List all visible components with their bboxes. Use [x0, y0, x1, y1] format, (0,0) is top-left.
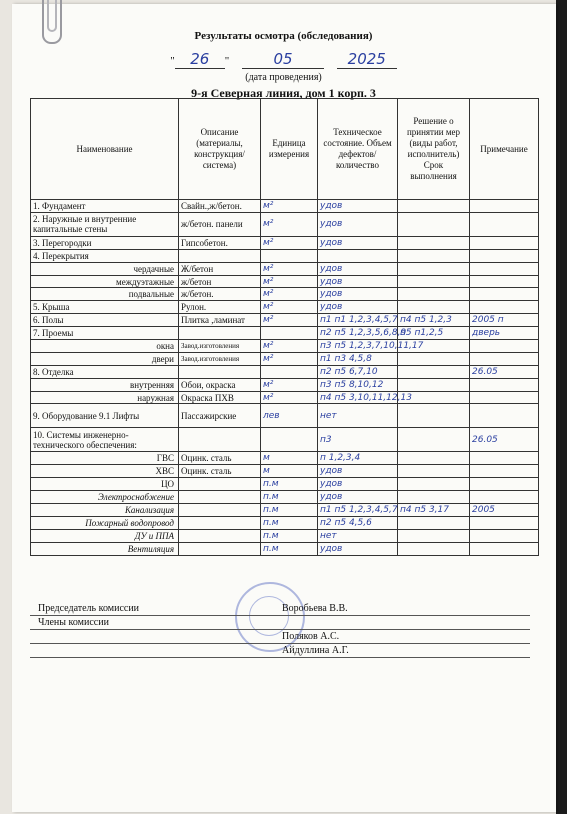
cell-decision — [398, 542, 470, 555]
table-row — [31, 465, 539, 478]
cell-name: Вентиляция — [31, 542, 179, 555]
cell-state: удов — [318, 262, 398, 275]
cell-name: двери — [31, 352, 179, 365]
document-title: Результаты осмотра (обследования) — [194, 30, 373, 42]
building-address: 9-я Северная линия, дом 1 корп. 3 — [191, 86, 376, 100]
table-row — [31, 516, 539, 529]
signature-line — [30, 643, 530, 644]
cell-desc: Рулон. — [179, 301, 261, 314]
cell-unit: м² — [261, 200, 318, 213]
table-row — [31, 249, 539, 262]
cell-name: Канализация — [31, 504, 179, 517]
cell-unit: м² — [261, 352, 318, 365]
cell-unit: п.м — [261, 491, 318, 504]
cell-decision: п4 п5 3,17 — [398, 504, 470, 517]
cell-decision: п5 п1,2,5 — [398, 327, 470, 340]
cell-note — [470, 491, 539, 504]
col-header-decision: Решение о принятии мер (виды работ, исполнитель) Срок выполнения — [398, 99, 470, 200]
cell-note — [470, 529, 539, 542]
cell-note — [470, 542, 539, 555]
cell-state: п1 п1 1,2,3,4,5,7 — [318, 314, 398, 327]
cell-unit: м² — [261, 275, 318, 288]
cell-desc: ж/бетон — [179, 275, 261, 288]
cell-desc: ж/бетон. панели — [179, 212, 261, 236]
cell-unit: м² — [261, 301, 318, 314]
table-row — [31, 288, 539, 301]
cell-unit: м² — [261, 236, 318, 249]
col-header-state: Техническое состояние. Объем дефектов/ количество — [318, 99, 398, 200]
cell-unit: м² — [261, 212, 318, 236]
table-row — [31, 365, 539, 378]
member2-name: Айдуллина А.Г. — [282, 645, 349, 656]
date-caption: (дата проведения) — [245, 72, 322, 83]
cell-note — [470, 340, 539, 353]
table-row — [31, 404, 539, 428]
cell-state: удов — [318, 478, 398, 491]
table-row — [31, 212, 539, 236]
table-row — [31, 428, 539, 452]
cell-name: внутренняя — [31, 378, 179, 391]
cell-decision — [398, 529, 470, 542]
chair-name: Воробьева В.В. — [282, 603, 348, 614]
table-header-row — [31, 99, 539, 200]
table-row — [31, 378, 539, 391]
cell-name: ХВС — [31, 465, 179, 478]
signature-line — [30, 629, 530, 630]
cell-unit: лев — [261, 404, 318, 428]
cell-note — [470, 249, 539, 262]
cell-note — [470, 262, 539, 275]
cell-desc — [179, 365, 261, 378]
member1-name: Поляков А.С. — [282, 631, 340, 642]
table-row — [31, 327, 539, 340]
cell-state: удов — [318, 200, 398, 213]
table-row — [31, 262, 539, 275]
cell-note — [470, 275, 539, 288]
cell-decision — [398, 491, 470, 504]
cell-decision — [398, 478, 470, 491]
cell-state: п3 п5 8,10,12 — [318, 378, 398, 391]
cell-desc — [179, 249, 261, 262]
cell-state: нет — [318, 529, 398, 542]
col-header-note: Примечание — [470, 99, 539, 200]
cell-decision — [398, 236, 470, 249]
cell-name: 3. Перегородки — [31, 236, 179, 249]
signature-line — [30, 615, 530, 616]
scan-edge — [556, 0, 567, 814]
cell-name: 6. Полы — [31, 314, 179, 327]
cell-unit: м² — [261, 314, 318, 327]
date-day: 26 — [175, 50, 225, 69]
cell-decision: п4 п5 1,2,3 — [398, 314, 470, 327]
cell-name: 10. Системы инженерно-технического обеспечения: — [31, 428, 179, 452]
cell-unit: п.м — [261, 529, 318, 542]
cell-desc: Обои, окраска — [179, 378, 261, 391]
cell-unit: п.м — [261, 516, 318, 529]
cell-name: 1. Фундамент — [31, 200, 179, 213]
cell-desc — [179, 504, 261, 517]
table-row — [31, 236, 539, 249]
cell-state: удов — [318, 542, 398, 555]
cell-decision — [398, 452, 470, 465]
cell-desc: Оцинк. сталь — [179, 452, 261, 465]
cell-unit — [261, 327, 318, 340]
cell-state — [318, 249, 398, 262]
cell-desc — [179, 542, 261, 555]
cell-note: дверь — [470, 327, 539, 340]
cell-desc: ж/бетон. — [179, 288, 261, 301]
cell-name: 4. Перекрытия — [31, 249, 179, 262]
cell-name: 2. Наружные и внутренние капитальные стены — [31, 212, 179, 236]
col-header-unit: Единица измерения — [261, 99, 318, 200]
cell-state: п2 п5 4,5,6 — [318, 516, 398, 529]
cell-note — [470, 236, 539, 249]
cell-state: удов — [318, 275, 398, 288]
cell-name: междуэтажные — [31, 275, 179, 288]
cell-name: ГВС — [31, 452, 179, 465]
cell-state: п 1,2,3,4 — [318, 452, 398, 465]
cell-decision — [398, 378, 470, 391]
cell-note: 2005 п — [470, 314, 539, 327]
table-row — [31, 491, 539, 504]
cell-desc: Плитка ,ламинат — [179, 314, 261, 327]
cell-note — [470, 465, 539, 478]
cell-unit: м — [261, 452, 318, 465]
cell-desc — [179, 327, 261, 340]
cell-decision — [398, 352, 470, 365]
cell-note — [470, 352, 539, 365]
cell-note — [470, 478, 539, 491]
chair-label: Председатель комиссии — [38, 603, 140, 614]
cell-note: 26.05 — [470, 365, 539, 378]
cell-desc — [179, 478, 261, 491]
cell-decision — [398, 212, 470, 236]
table-row — [31, 314, 539, 327]
cell-desc — [179, 516, 261, 529]
cell-state: п3 — [318, 428, 398, 452]
cell-note — [470, 404, 539, 428]
cell-decision — [398, 249, 470, 262]
cell-unit — [261, 365, 318, 378]
cell-note — [470, 288, 539, 301]
table-row — [31, 200, 539, 213]
cell-unit: м² — [261, 288, 318, 301]
table-row — [31, 478, 539, 491]
cell-name: ЦО — [31, 478, 179, 491]
cell-decision — [398, 200, 470, 213]
table-row — [31, 504, 539, 517]
cell-decision — [398, 428, 470, 452]
cell-state: удов — [318, 288, 398, 301]
cell-state: удов — [318, 236, 398, 249]
table-row — [31, 529, 539, 542]
cell-note — [470, 516, 539, 529]
cell-state: п4 п5 3,10,11,12,13 — [318, 391, 398, 404]
col-header-name: Наименование — [31, 99, 179, 200]
cell-state: удов — [318, 491, 398, 504]
cell-state: п3 п5 1,2,3,7,10,11,17 — [318, 340, 398, 353]
cell-decision — [398, 275, 470, 288]
cell-desc — [179, 428, 261, 452]
cell-desc: Пассажирские — [179, 404, 261, 428]
cell-name: чердачные — [31, 262, 179, 275]
cell-decision — [398, 262, 470, 275]
cell-name: 5. Крыша — [31, 301, 179, 314]
cell-unit: п.м — [261, 504, 318, 517]
signature-line — [30, 657, 530, 658]
cell-name: 7. Проемы — [31, 327, 179, 340]
cell-decision — [398, 288, 470, 301]
cell-unit: м² — [261, 340, 318, 353]
cell-unit: м² — [261, 378, 318, 391]
cell-unit: м² — [261, 391, 318, 404]
cell-note — [470, 212, 539, 236]
cell-desc: Оцинк. сталь — [179, 465, 261, 478]
cell-state: п2 п5 6,7,10 — [318, 365, 398, 378]
cell-unit: п.м — [261, 478, 318, 491]
cell-name: окна — [31, 340, 179, 353]
cell-name: 8. Отделка — [31, 365, 179, 378]
inspection-table — [30, 98, 539, 556]
cell-state: удов — [318, 465, 398, 478]
cell-state: нет — [318, 404, 398, 428]
cell-decision — [398, 516, 470, 529]
cell-state: п1 п3 4,5,8 — [318, 352, 398, 365]
cell-name: наружная — [31, 391, 179, 404]
cell-desc: Свайн.,ж/бетон. — [179, 200, 261, 213]
cell-decision — [398, 465, 470, 478]
cell-note — [470, 378, 539, 391]
date-year: 2025 — [337, 50, 397, 69]
members-label: Члены комиссии — [38, 617, 109, 628]
cell-unit: м — [261, 465, 318, 478]
cell-desc: Завод.изготовления — [179, 352, 261, 365]
cell-name: Пожарный водопровод — [31, 516, 179, 529]
cell-name: 9. Оборудование 9.1 Лифты — [31, 404, 179, 428]
cell-note — [470, 391, 539, 404]
table-row — [31, 542, 539, 555]
cell-note: 26.05 — [470, 428, 539, 452]
cell-name: подвальные — [31, 288, 179, 301]
cell-decision — [398, 301, 470, 314]
table-row — [31, 340, 539, 353]
cell-unit: м² — [261, 262, 318, 275]
cell-desc: Гипсобетон. — [179, 236, 261, 249]
cell-state: удов — [318, 212, 398, 236]
table-row — [31, 301, 539, 314]
cell-note — [470, 452, 539, 465]
table-row — [31, 275, 539, 288]
table-row — [31, 452, 539, 465]
table-row — [31, 391, 539, 404]
cell-desc — [179, 491, 261, 504]
cell-desc — [179, 529, 261, 542]
cell-unit — [261, 428, 318, 452]
col-header-description: Описание (материалы, конструкция/ система) — [179, 99, 261, 200]
inspection-date: " 26 " 05 2025 — [0, 50, 567, 69]
cell-desc: Окраска ПХВ — [179, 391, 261, 404]
cell-state: удов — [318, 301, 398, 314]
cell-name: ДУ и ППА — [31, 529, 179, 542]
cell-name: Электроснабжение — [31, 491, 179, 504]
cell-desc: Ж/бетон — [179, 262, 261, 275]
cell-state: п2 п5 1,2,3,5,6,8,9 — [318, 327, 398, 340]
cell-desc: Завод.изготовления — [179, 340, 261, 353]
cell-note — [470, 301, 539, 314]
cell-decision — [398, 365, 470, 378]
date-month: 05 — [242, 50, 324, 69]
cell-unit — [261, 249, 318, 262]
cell-note: 2005 — [470, 504, 539, 517]
cell-state: п1 п5 1,2,3,4,5,7 — [318, 504, 398, 517]
cell-decision — [398, 404, 470, 428]
cell-note — [470, 200, 539, 213]
table-row — [31, 352, 539, 365]
cell-unit: п.м — [261, 542, 318, 555]
